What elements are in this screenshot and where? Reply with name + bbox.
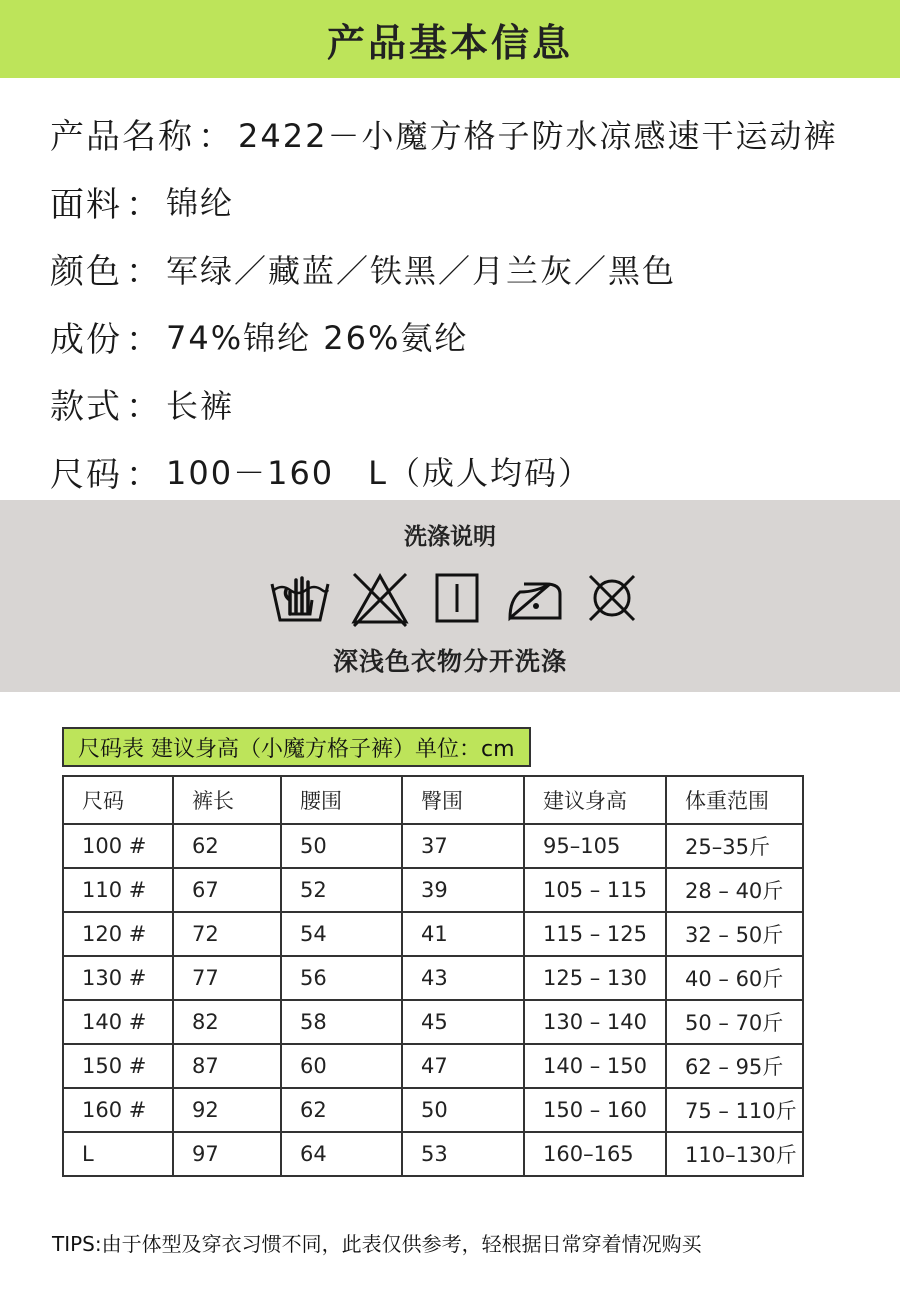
- info-row-fabric: [50, 168, 890, 236]
- header-bar: [0, 0, 900, 78]
- table-cell: 110 #: [63, 868, 173, 912]
- column-header: 腰围: [281, 776, 402, 824]
- table-cell: 50: [402, 1088, 524, 1132]
- table-cell: 62: [173, 824, 281, 868]
- table-cell: 75 – 110斤: [666, 1088, 803, 1132]
- table-cell: 28 – 40斤: [666, 868, 803, 912]
- table-cell: 37: [402, 824, 524, 868]
- table-row: [63, 1088, 803, 1132]
- column-header: 尺码: [63, 776, 173, 824]
- table-cell: 115 – 125: [524, 912, 666, 956]
- table-row: [63, 956, 803, 1000]
- table-cell: 95–105: [524, 824, 666, 868]
- no-dry-clean-icon: [584, 570, 640, 626]
- table-cell: 140 #: [63, 1000, 173, 1044]
- table-cell: 60: [281, 1044, 402, 1088]
- size-table: [62, 775, 804, 1177]
- wash-title: 洗涤说明: [404, 524, 496, 550]
- table-row: [63, 912, 803, 956]
- table-cell: 40 – 60斤: [666, 956, 803, 1000]
- table-cell: 150 #: [63, 1044, 173, 1088]
- info-value: 长裤: [166, 386, 235, 425]
- info-label: 颜色: [50, 252, 122, 293]
- drip-dry-icon: [434, 570, 480, 626]
- table-cell: 82: [173, 1000, 281, 1044]
- table-cell: 52: [281, 868, 402, 912]
- table-cell: 43: [402, 956, 524, 1000]
- info-separator: ：: [126, 387, 162, 428]
- table-cell: 125 – 130: [524, 956, 666, 1000]
- table-cell: 45: [402, 1000, 524, 1044]
- table-cell: 64: [281, 1132, 402, 1176]
- table-cell: 140 – 150: [524, 1044, 666, 1088]
- info-label: 产品名称: [50, 117, 194, 158]
- table-row: [63, 1132, 803, 1176]
- info-label: 成份: [50, 319, 122, 360]
- table-cell: 130 – 140: [524, 1000, 666, 1044]
- info-value: 2422－小魔方格子防水凉感速干运动裤: [238, 116, 838, 155]
- table-row: [63, 1044, 803, 1088]
- wash-note: 深浅色衣物分开洗涤: [332, 647, 567, 676]
- table-cell: 62 – 95斤: [666, 1044, 803, 1088]
- table-cell: 72: [173, 912, 281, 956]
- table-cell: 110–130斤: [666, 1132, 803, 1176]
- column-header: 裤长: [173, 776, 281, 824]
- info-value: 74%锦纶 26%氨纶: [166, 319, 469, 358]
- table-cell: 53: [402, 1132, 524, 1176]
- table-row: [63, 1000, 803, 1044]
- info-label: 面料: [50, 184, 122, 225]
- info-row-size: [50, 438, 890, 506]
- table-cell: 130 #: [63, 956, 173, 1000]
- info-separator: ：: [126, 252, 162, 293]
- column-header: 建议身高: [524, 776, 666, 824]
- table-cell: 150 – 160: [524, 1088, 666, 1132]
- info-row-composition: [50, 303, 890, 371]
- info-label: 款式: [50, 387, 122, 428]
- table-cell: 160–165: [524, 1132, 666, 1176]
- info-separator: ：: [126, 454, 162, 495]
- table-cell: 47: [402, 1044, 524, 1088]
- table-cell: 105 – 115: [524, 868, 666, 912]
- table-cell: 54: [281, 912, 402, 956]
- table-cell: 62: [281, 1088, 402, 1132]
- column-header: 臀围: [402, 776, 524, 824]
- table-cell: 50 – 70斤: [666, 1000, 803, 1044]
- info-value: 军绿／藏蓝／铁黑／月兰灰／黑色: [166, 251, 677, 290]
- product-info: [50, 100, 890, 505]
- page-title: 产品基本信息: [326, 20, 573, 65]
- info-row-color: [50, 235, 890, 303]
- info-value: 100－160 L（成人均码）: [166, 454, 592, 493]
- table-cell: 39: [402, 868, 524, 912]
- table-header-row: [63, 776, 803, 824]
- table-cell: 120 #: [63, 912, 173, 956]
- info-separator: ：: [126, 184, 162, 225]
- table-cell: 87: [173, 1044, 281, 1088]
- info-row-style: [50, 370, 890, 438]
- size-chart-title: 尺码表 建议身高（小魔方格子裤）单位：cm: [62, 727, 531, 767]
- info-separator: ：: [198, 117, 234, 158]
- info-label: 尺码: [50, 454, 122, 495]
- table-cell: 67: [173, 868, 281, 912]
- table-cell: 50: [281, 824, 402, 868]
- table-cell: 160 #: [63, 1088, 173, 1132]
- info-row-name: [50, 100, 890, 168]
- table-row: [63, 868, 803, 912]
- table-cell: 97: [173, 1132, 281, 1176]
- info-value: 锦纶: [166, 184, 235, 223]
- low-iron-icon: [506, 570, 564, 626]
- tips-note: TIPS:由于体型及穿衣习惯不同，此表仅供参考，轻根据日常穿着情况购买: [52, 1232, 702, 1256]
- column-header: 体重范围: [666, 776, 803, 824]
- table-cell: L: [63, 1132, 173, 1176]
- wash-instructions: [0, 500, 900, 692]
- hand-wash-icon: [268, 570, 332, 626]
- no-bleach-icon: [348, 570, 412, 628]
- table-cell: 41: [402, 912, 524, 956]
- table-row: [63, 824, 803, 868]
- table-cell: 58: [281, 1000, 402, 1044]
- table-cell: 32 – 50斤: [666, 912, 803, 956]
- table-cell: 100 #: [63, 824, 173, 868]
- table-cell: 25–35斤: [666, 824, 803, 868]
- info-separator: ：: [126, 319, 162, 360]
- table-cell: 77: [173, 956, 281, 1000]
- table-cell: 56: [281, 956, 402, 1000]
- wash-icons: [268, 570, 648, 630]
- table-cell: 92: [173, 1088, 281, 1132]
